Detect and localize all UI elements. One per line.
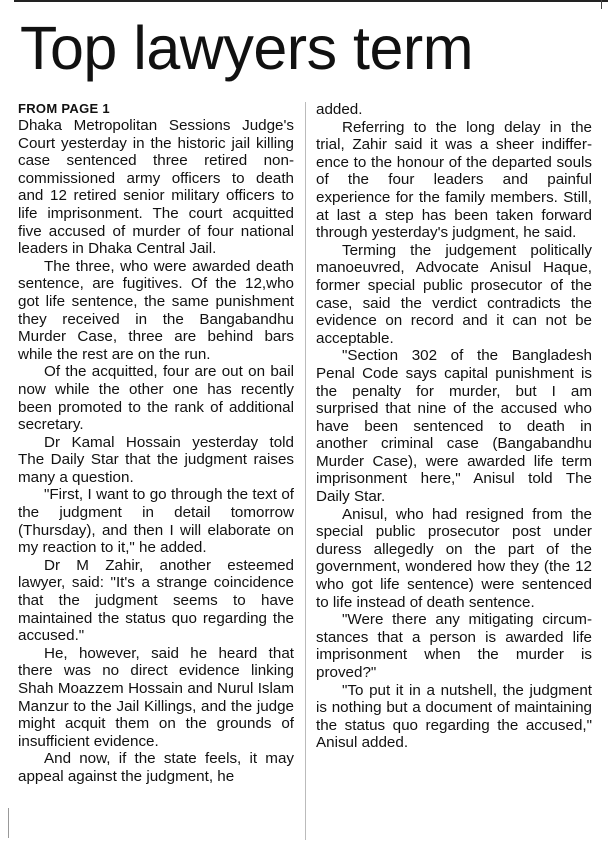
article-paragraph-3: Of the acquitted, four are out on bail now while the other one has recently been promoted to the rank of additional secretary. — [18, 363, 294, 434]
kicker: FROM PAGE 1 — [18, 101, 110, 116]
article-paragraph-2: The three, who were awarded death sentence, are fugitives. Of the 12,who got life sentence, the same punishment they received in the Bangabandhu Murder Case, three are behind bars while the rest are on the run. — [18, 257, 294, 363]
column-divider — [305, 102, 306, 840]
article-paragraph-5: "First, I want to go through the text of the judgment in detail tomorrow (Thursday), and then I will elaborate on my reaction to it," he added. — [18, 486, 294, 557]
article-paragraph-1 — [18, 100, 294, 258]
article-paragraph-14: "Were there any mitigating circumstances that a person is awarded life imprisonment when the murder is proved?" — [316, 611, 592, 681]
article-paragraph-6: Dr M Zahir, another esteemed lawyer, said: "It's a strange coincidence that the judgment seems to have maintained the status quo regarding the accused." — [18, 556, 294, 645]
article-paragraph-12: "Section 302 of the Bangladesh Penal Code says capital punishment is the penalty for murder, but I am surprised that nine of the accused who have been sentenced to death in another criminal case (Bangabandhu Murder Case), were awarded life term imprisonment here," Anisul told The Daily Star. — [316, 347, 592, 506]
top-rule — [14, 0, 608, 2]
article-paragraph-7: He, however, said he heard that there was no direct evidence linking Shah Moazzem Hossain and Nurul Islam Manzur to the Jail Killings, and the judge might acquit them on the grounds of insufficient evidence. — [18, 644, 294, 750]
top-rule-tick — [601, 0, 602, 9]
article-paragraph-10: Referring to the long delay in the trial, Zahir said it was a sheer indifference to the honour of the departed souls of the four leaders and painful experience for the family members. Still, at last a step has been taken forward through yesterday's judgment, he said. — [316, 118, 592, 242]
article-paragraph-8: And now, if the state feels, it may appeal against the judgment, he — [18, 750, 294, 785]
right-column — [316, 101, 592, 752]
article-paragraph-4: Dr Kamal Hossain yesterday told The Daily Star that the judgment raises many a question. — [18, 433, 294, 486]
article-paragraph-15: "To put it in a nutshell, the judgment is nothing but a document of maintaining the status quo regarding the accused," Anisul added. — [316, 681, 592, 752]
left-edge-mark — [8, 808, 9, 838]
article-paragraph-9: added. — [316, 101, 363, 118]
article-paragraph-11: Terming the judgement politically manoeuvred, Advocate Anisul Haque, former special public prosecutor of the case, said the verdict contradicts the evidence on record and it can not be acceptable. — [316, 241, 592, 347]
paragraph-text: Dhaka Metropolitan Sessions Judge's Court yesterday in the historic jail killing case sentenced three retired non-commissioned army officers to death and 12 retired senior military officers to life imprisonment. The court acquitted five accused of murder of four national leaders in Dhaka Central Jail. — [18, 117, 294, 258]
left-column — [18, 100, 294, 786]
headline: Top lawyers term — [20, 14, 474, 82]
article-paragraph-13: Anisul, who had resigned from the special public prosecutor post under duress allegedly on the part of the government, wondered how they (the 12 who got life sentence) were sentenced to life instead of death sentence. — [316, 505, 592, 611]
